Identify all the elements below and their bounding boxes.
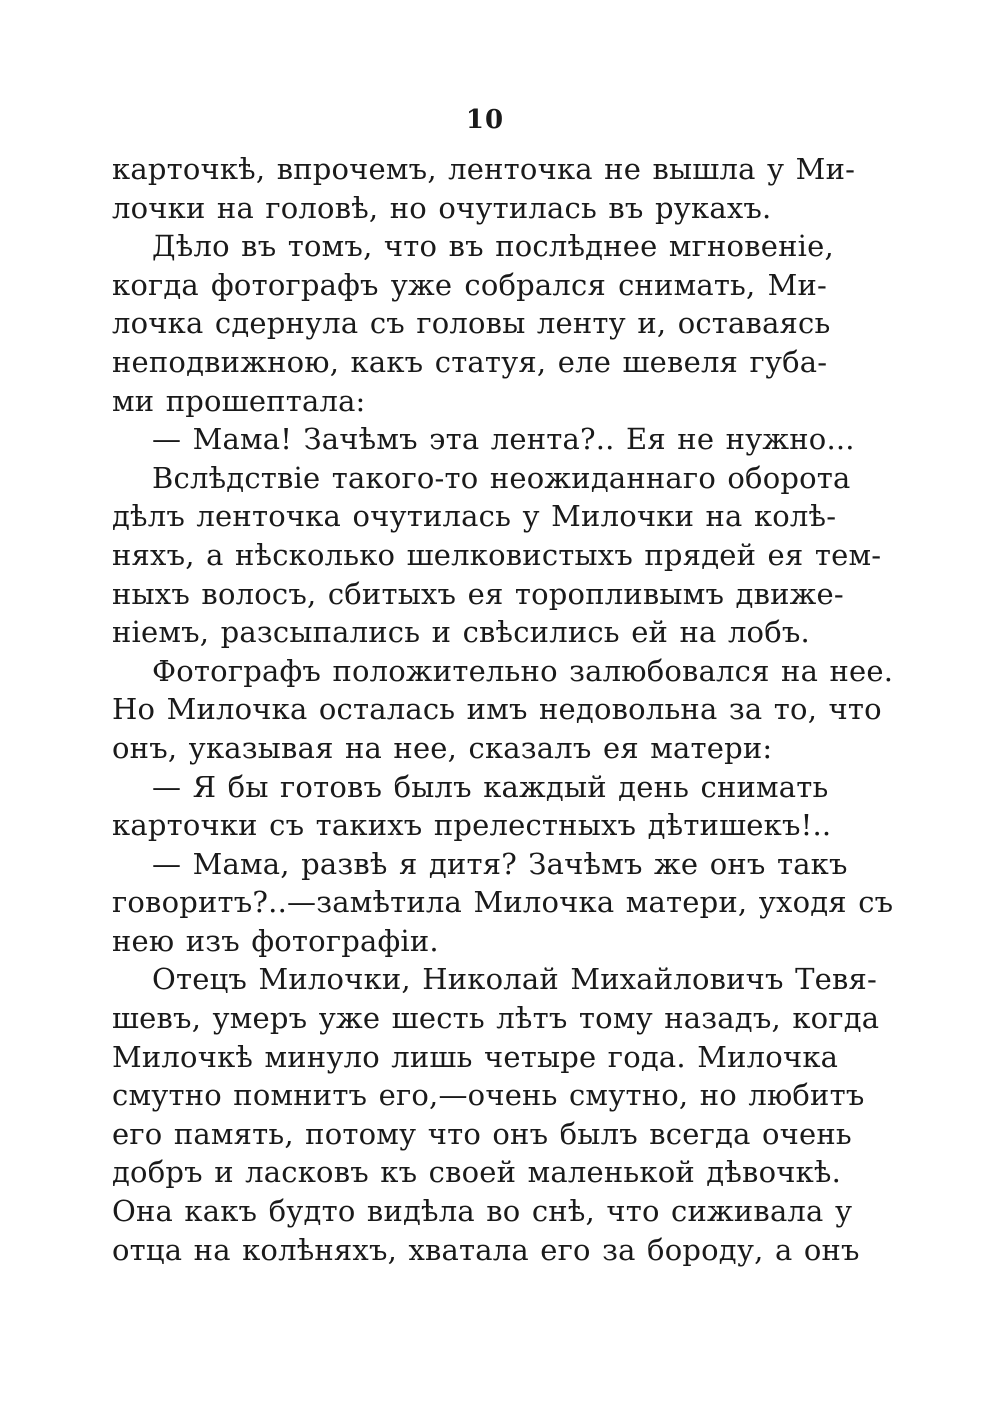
text-line: шевъ, умеръ уже шесть лѣтъ тому назадъ, когда (112, 1001, 880, 1036)
text-line: Отецъ Милочки, Николай Михайловичъ Тевя- (152, 962, 878, 997)
text-line: — Мама! Зачѣмъ эта лента?.. Ея не нужно... (152, 422, 855, 457)
text-line: ныхъ волосъ, сбитыхъ ея торопливымъ движе- (112, 576, 844, 611)
text-line: карточки съ такихъ прелестныхъ дѣтишекъ!.. (112, 808, 832, 843)
text-line: нею изъ фотографіи. (112, 923, 439, 958)
text-line: Но Милочка осталась имъ недовольна за то, что (112, 692, 882, 727)
text-line: — Я бы готовъ былъ каждый день снимать (152, 769, 829, 804)
body-text (112, 150, 894, 1269)
text-line: Дѣло въ томъ, что въ послѣднее мгновеніе, (152, 229, 834, 264)
text-line: онъ, указывая на нее, сказалъ ея матери: (112, 730, 773, 765)
text-line: добръ и ласковъ къ своей маленькой дѣвочкѣ. (112, 1155, 842, 1190)
text-line: лочки на головѣ, но очутилась въ рукахъ. (112, 190, 772, 225)
text-line: отца на колѣняхъ, хватала его за бороду, а онъ (112, 1232, 860, 1267)
text-line: Милочкѣ минуло лишь четыре года. Милочка (112, 1039, 839, 1074)
text-line: ми прошептала: (112, 383, 366, 418)
text-line: неподвижною, какъ статуя, еле шевеля губа- (112, 344, 828, 379)
text-line: Вслѣдствіе такого-то неожиданнаго оборота (152, 460, 851, 495)
text-line: Фотографъ положительно залюбовался на нее. (152, 653, 894, 688)
text-line: няхъ, а нѣсколько шелковистыхъ прядей ея тем- (112, 537, 882, 572)
text-line: — Мама, развѣ я дитя? Зачѣмъ же онъ такъ (152, 846, 848, 881)
text-line: говоритъ?..—замѣтила Милочка матери, уходя съ (112, 885, 894, 920)
text-line: карточкѣ, впрочемъ, ленточка не вышла у Ми- (112, 152, 856, 186)
page-number: 10 (465, 105, 505, 135)
text-line: Она какъ будто видѣла во снѣ, что сиживала у (112, 1194, 853, 1229)
text-line: когда фотографъ уже собрался снимать, Ми- (112, 267, 827, 302)
text-line: ніемъ, разсыпались и свѣсились ей на лобъ. (112, 615, 810, 650)
text-line: лочка сдернула съ головы ленту и, оставаясь (112, 306, 831, 341)
text-line: смутно помнитъ его,—очень смутно, но любитъ (112, 1078, 865, 1113)
text-line: его память, потому что онъ былъ всегда очень (112, 1116, 852, 1151)
text-line: дѣлъ ленточка очутилась у Милочки на колѣ- (112, 499, 837, 534)
